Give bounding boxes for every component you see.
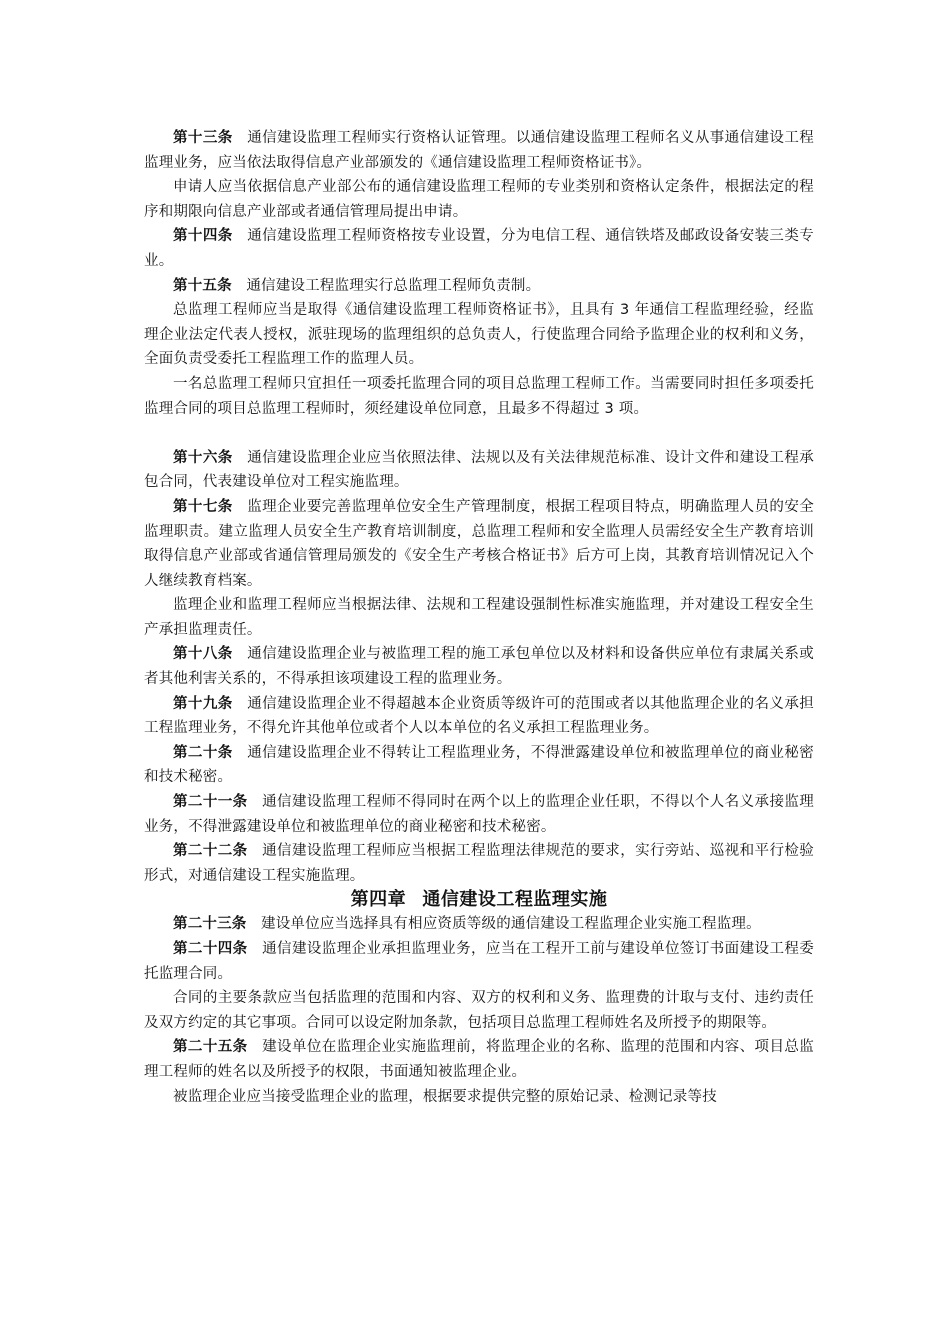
paragraph-text: 一名总监理工程师只宜担任一项委托监理合同的项目总监理工程师工作。当需要同时担任多项委托监理合同的项目总监理工程师时，须经建设单位同意，且最多不得超过 3 项。 xyxy=(144,375,814,417)
paragraph-text: 通信建设监理企业不得转让工程监理业务，不得泄露建设单位和被监理单位的商业秘密和技术秘密。 xyxy=(144,744,814,786)
paragraph-text: 通信建设监理工程师实行资格认证管理。以通信建设监理工程师名义从事通信建设工程监理业务，应当依法取得信息产业部颁发的《通信建设监理工程师资格证书》。 xyxy=(144,130,814,171)
article-paragraph xyxy=(144,692,814,741)
body-paragraph xyxy=(144,1085,814,1110)
article-paragraph xyxy=(144,126,814,175)
article-number: 第二十四条 xyxy=(173,941,248,957)
body-paragraph xyxy=(144,298,814,372)
paragraph-text: 建设单位在监理企业实施监理前，将监理企业的名称、监理的范围和内容、项目总监理工程师的姓名以及所授予的权限，书面通知被监理企业。 xyxy=(144,1039,814,1080)
article-number: 第十八条 xyxy=(173,646,233,663)
article-number: 第十七条 xyxy=(173,498,233,515)
article-number: 第二十条 xyxy=(173,744,233,761)
paragraph-text: 合同的主要条款应当包括监理的范围和内容、双方的权利和义务、监理费的计取与支付、违约责任及双方约定的其它事项。合同可以设定附加条款，包括项目总监理工程师姓名及所授予的期限等。 xyxy=(144,990,814,1031)
article-paragraph xyxy=(144,912,814,937)
paragraph-text: 通信建设监理企业不得超越本企业资质等级许可的范围或者以其他监理企业的名义承担工程监理业务，不得允许其他单位或者个人以本单位的名义承担工程监理业务。 xyxy=(144,695,814,737)
article-number: 第二十五条 xyxy=(173,1039,248,1056)
body-paragraph xyxy=(144,986,814,1035)
article-paragraph xyxy=(144,790,814,839)
article-paragraph xyxy=(144,1035,814,1084)
article-number: 第十六条 xyxy=(173,449,233,466)
article-number: 第十九条 xyxy=(173,695,233,712)
article-number: 第十四条 xyxy=(173,228,233,245)
paragraph-text: 监理企业和监理工程师应当根据法律、法规和工程建设强制性标准实施监理，并对建设工程安全生产承担监理责任。 xyxy=(144,597,814,638)
article-number: 第十三条 xyxy=(173,130,233,146)
body-paragraph xyxy=(144,175,814,224)
document-body xyxy=(144,126,814,1109)
paragraph-text: 被监理企业应当接受监理企业的监理，根据要求提供完整的原始记录、检测记录等技 xyxy=(173,1088,717,1105)
article-paragraph xyxy=(144,642,814,691)
article-number: 第二十一条 xyxy=(173,794,248,811)
article-paragraph xyxy=(144,741,814,790)
paragraph-text: 总监理工程师应当是取得《通信建设监理工程师资格证书》，且具有 3 年通信工程监理经验，经监理企业法定代表人授权，派驻现场的监理组织的总负责人，行使监理合同给予监理企业的权利和义务，全面负责受委托工程监理工作的监理人员。 xyxy=(144,302,814,368)
article-number: 第十五条 xyxy=(173,277,232,294)
body-paragraph xyxy=(144,593,814,642)
paragraph-text: 监理企业要完善监理单位安全生产管理制度，根据工程项目特点，明确监理人员的安全监理职责。建立监理人员安全生产教育培训制度，总监理工程师和安全监理人员需经安全生产教育培训取得信息产业部或省通信管理局颁发的《安全生产考核合格证书》后方可上岗，其教育培训情况记入个人继续教育档案。 xyxy=(144,498,814,589)
article-paragraph xyxy=(144,274,814,299)
paragraph-text: 通信建设监理企业与被监理工程的施工承包单位以及材料和设备供应单位有隶属关系或者其他利害关系的，不得承担该项建设工程的监理业务。 xyxy=(144,646,814,688)
article-number: 第二十二条 xyxy=(173,843,248,860)
paragraph-text: 申请人应当依据信息产业部公布的通信建设监理工程师的专业类别和资格认定条件，根据法定的程序和期限向信息产业部或者通信管理局提出申请。 xyxy=(144,179,814,220)
paragraph-text: 通信建设监理企业应当依照法律、法规以及有关法律规范标准、设计文件和建设工程承包合同，代表建设单位对工程实施监理。 xyxy=(144,449,814,491)
paragraph-text: 通信建设监理工程师资格按专业设置，分为电信工程、通信铁塔及邮政设备安装三类专业。 xyxy=(144,228,814,269)
article-number: 第二十三条 xyxy=(173,916,247,933)
paragraph-text: 通信建设监理工程师不得同时在两个以上的监理企业任职，不得以个人名义承接监理业务，不得泄露建设单位和被监理单位的商业秘密和技术秘密。 xyxy=(144,794,814,835)
article-paragraph xyxy=(144,446,814,495)
paragraph-text: 通信建设监理企业承担监理业务，应当在工程开工前与建设单位签订书面建设工程委托监理合同。 xyxy=(144,941,814,982)
article-paragraph xyxy=(144,839,814,888)
paragraph-text: 建设单位应当选择具有相应资质等级的通信建设工程监理企业实施工程监理。 xyxy=(261,916,761,933)
chapter-title: 通信建设工程监理实施 xyxy=(422,889,608,911)
chapter-number: 第四章 xyxy=(350,889,407,911)
body-paragraph xyxy=(144,372,814,421)
paragraph-text: 通信建设工程监理实行总监理工程师负责制。 xyxy=(246,277,541,294)
article-paragraph xyxy=(144,495,814,593)
blank-line xyxy=(144,421,814,446)
article-paragraph xyxy=(144,224,814,273)
article-paragraph xyxy=(144,937,814,986)
paragraph-text: 通信建设监理工程师应当根据工程监理法律规范的要求，实行旁站、巡视和平行检验形式，对通信建设工程实施监理。 xyxy=(144,843,814,884)
chapter-heading xyxy=(144,888,814,912)
